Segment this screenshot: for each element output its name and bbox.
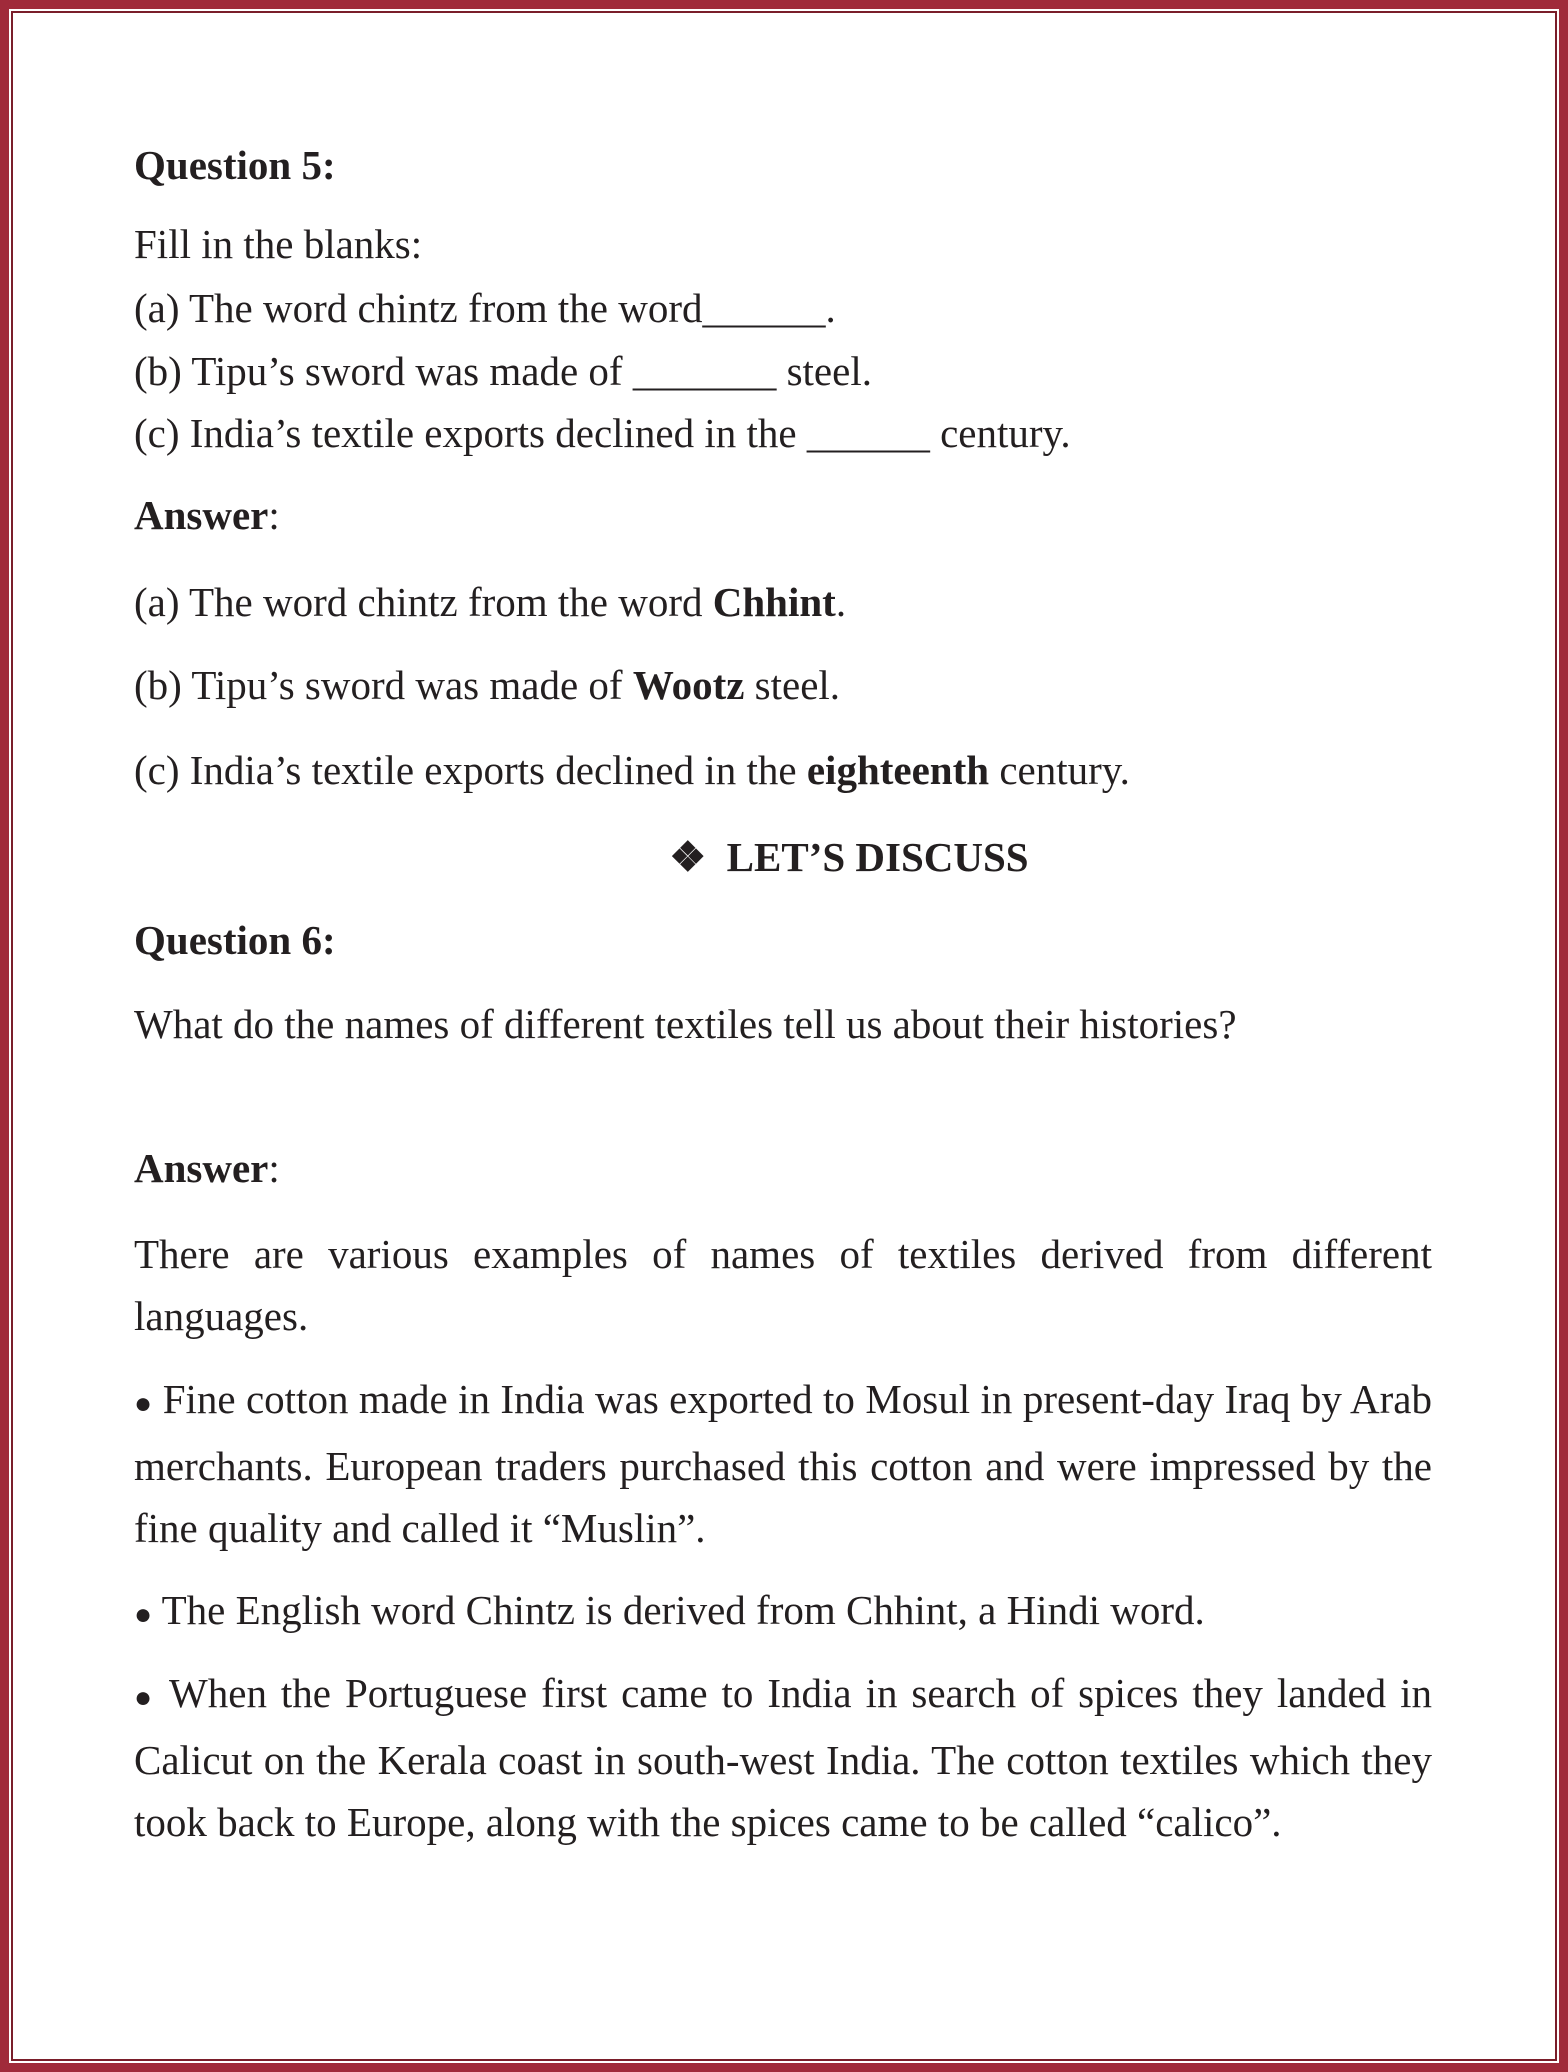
answer-text: (c) India’s textile exports declined in the bbox=[134, 747, 807, 793]
answer-6-label: Answer: bbox=[134, 1145, 280, 1191]
section-title: LET’S DISCUSS bbox=[726, 834, 1029, 880]
question-6-title: Question 6: bbox=[134, 917, 336, 963]
answer-text: steel. bbox=[744, 662, 841, 708]
question-5-item-a: (a) The word chintz from the word______. bbox=[134, 285, 836, 331]
answer-5-c bbox=[134, 739, 1432, 801]
answer-text: (b) Tipu’s sword was made of bbox=[134, 662, 633, 708]
question-6-text: What do the names of different textiles tell us about their histories? bbox=[134, 1001, 1237, 1047]
question-5-item-c: (c) India’s textile exports declined in the ______ century. bbox=[134, 410, 1071, 456]
bullet-item bbox=[134, 1368, 1432, 1559]
question-5-title: Question 5: bbox=[134, 142, 336, 188]
answer-5-label: Answer: bbox=[134, 492, 280, 538]
answer-label: Answer bbox=[134, 492, 269, 538]
bullet-icon: ● bbox=[134, 1598, 153, 1631]
answer-5-a bbox=[134, 571, 1432, 633]
bullet-text: Fine cotton made in India was exported to Mosul in present-day Iraq by Arab merchants. European traders purchased this cotton and were impressed by the fine quality and called it “Muslin”. bbox=[134, 1376, 1432, 1551]
section-heading bbox=[0, 826, 1568, 888]
diamond-icon: ❖ bbox=[669, 834, 707, 880]
answer-word: Chhint bbox=[712, 579, 836, 625]
bullet-text: When the Portuguese first came to India in search of spices they landed in Calicut on the Kerala coast in south-west India. The cotton textiles which they took back to Europe, along with the spices came to be called “calico”. bbox=[134, 1670, 1432, 1845]
bullet-icon: ● bbox=[134, 1387, 153, 1420]
question-5-item-b: (b) Tipu’s sword was made of _______ steel. bbox=[134, 348, 872, 394]
answer-text: (a) The word chintz from the word bbox=[134, 579, 713, 625]
answer-5-b bbox=[134, 654, 1432, 716]
answer-word: eighteenth bbox=[806, 747, 990, 793]
bullet-icon: ● bbox=[134, 1681, 156, 1714]
bullet-item bbox=[134, 1662, 1432, 1853]
answer-6-intro: There are various examples of names of textiles derived from different languages. bbox=[134, 1231, 1432, 1339]
answer-label: Answer bbox=[134, 1145, 269, 1191]
bullet-item bbox=[134, 1579, 1432, 1646]
bullet-text: The English word Chintz is derived from Chhint, a Hindi word. bbox=[161, 1587, 1205, 1633]
answer-text: century. bbox=[989, 747, 1130, 793]
answer-text: . bbox=[835, 579, 847, 625]
question-5-prompt: Fill in the blanks: bbox=[134, 221, 423, 267]
answer-word: Wootz bbox=[632, 662, 745, 708]
